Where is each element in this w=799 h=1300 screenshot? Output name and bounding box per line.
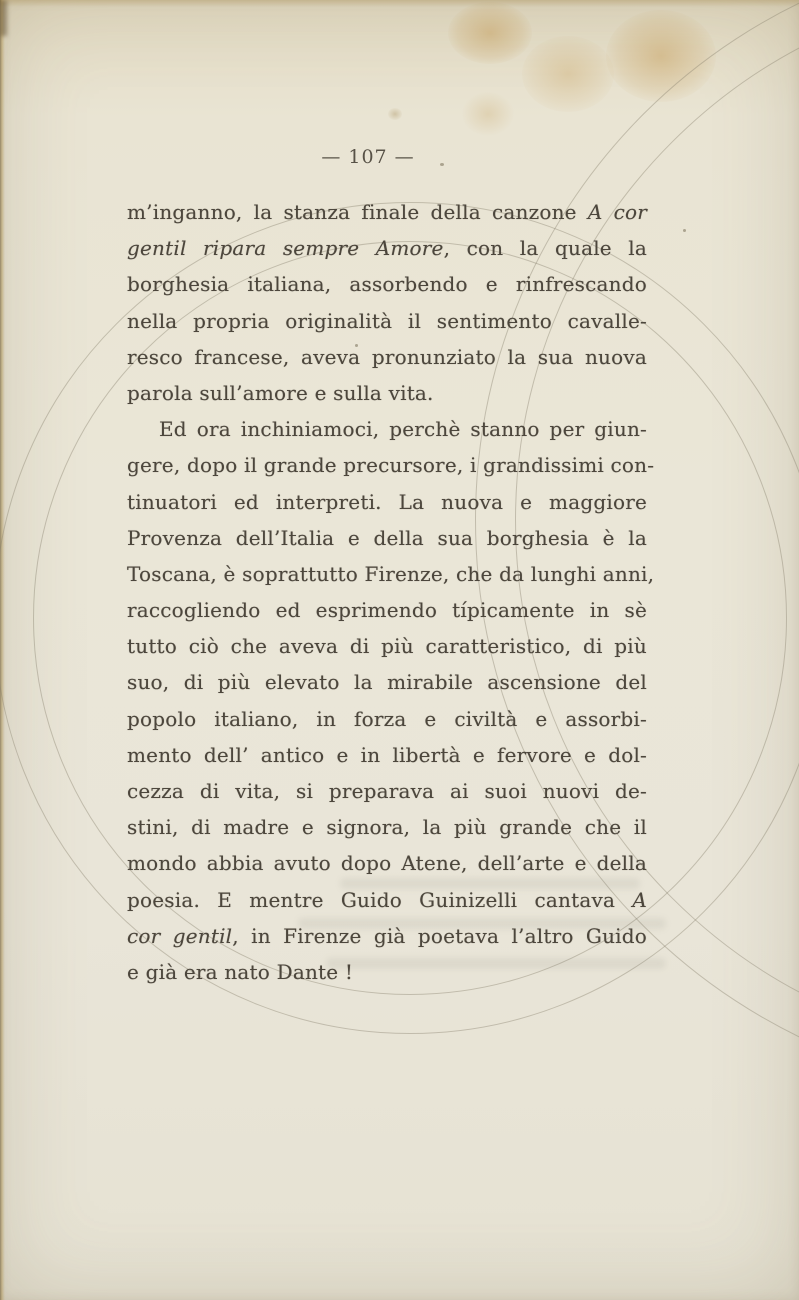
text-segment: tinuatori ed interpreti. La nuova e maggiore xyxy=(127,489,647,514)
text-segment: parola sull’amore e sulla vita. xyxy=(127,380,434,405)
text-line xyxy=(127,737,647,773)
text-line xyxy=(127,845,647,881)
text-line xyxy=(127,882,647,918)
text-line xyxy=(127,266,647,302)
foxing-stain xyxy=(462,92,514,136)
italic-text-segment: gentil ripara sempre Amore xyxy=(127,236,444,261)
text-line xyxy=(127,918,647,954)
text-line xyxy=(127,194,647,230)
text-segment: cezza di vita, si preparava ai suoi nuovi de- xyxy=(127,779,647,803)
page-top-edge-shading xyxy=(0,0,799,7)
text-line xyxy=(127,954,647,990)
text-segment: , con la quale la xyxy=(443,236,647,261)
italic-text-segment: A cor xyxy=(587,200,647,224)
text-segment: m’inganno, la stanza finale della canzone xyxy=(127,200,588,224)
ink-speck xyxy=(683,229,686,232)
text-line xyxy=(127,303,647,339)
italic-text-segment: cor gentil xyxy=(127,923,233,948)
text-line xyxy=(127,592,647,628)
text-line xyxy=(127,484,647,520)
text-segment: popolo italiano, in forza e civiltà e assorbi- xyxy=(127,706,647,731)
text-segment: mondo abbia avuto dopo Atene, dell’arte e della xyxy=(127,851,647,876)
foxing-stain xyxy=(606,10,716,102)
text-line xyxy=(127,664,647,700)
text-segment: gere, dopo il grande precursore, i grandissimi con- xyxy=(127,453,655,478)
text-segment: Provenza dell’Italia e della sua borghesia è la xyxy=(127,525,647,550)
text-line xyxy=(127,809,647,845)
text-line xyxy=(127,411,647,447)
corner-stain xyxy=(0,0,7,36)
foxing-stain xyxy=(448,2,532,64)
text-line xyxy=(127,628,647,664)
page-number: — 107 — xyxy=(321,146,415,168)
text-segment: stini, di madre e signora, la più grande che il xyxy=(127,815,647,840)
foxing-stain xyxy=(522,36,614,112)
text-line xyxy=(127,230,647,266)
binding-edge xyxy=(0,0,5,1300)
text-segment: mento dell’ antico e in libertà e fervore e dol- xyxy=(127,742,647,767)
text-segment: nella propria originalità il sentimento cavalle- xyxy=(127,308,647,333)
text-line xyxy=(127,375,647,411)
text-segment: , in Firenze già poetava l’altro Guido xyxy=(232,923,647,948)
text-segment: Toscana, è soprattutto Firenze, che da lunghi anni, xyxy=(127,561,655,586)
text-line xyxy=(127,556,655,592)
text-line xyxy=(127,773,647,809)
italic-text-segment: A xyxy=(632,887,647,912)
text-segment: resco francese, aveva pronunziato la sua nuova xyxy=(127,344,647,369)
text-segment: tutto ciò che aveva di più caratteristico, di più xyxy=(127,634,647,659)
text-segment: e già era nato Dante ! xyxy=(127,959,354,984)
text-line xyxy=(127,339,647,375)
text-segment: borghesia italiana, assorbendo e rinfrescando xyxy=(127,272,647,297)
text-line xyxy=(127,447,655,483)
text-segment: Ed ora inchiniamoci, perchè stanno per giun- xyxy=(159,417,647,442)
text-segment: raccogliendo ed esprimendo típicamente in sè xyxy=(127,598,647,623)
foxing-stain xyxy=(388,108,402,120)
paragraph xyxy=(127,194,647,411)
text-segment: suo, di più elevato la mirabile ascensione del xyxy=(127,670,647,695)
text-line xyxy=(127,520,647,556)
text-line xyxy=(127,701,647,737)
paragraph xyxy=(127,411,655,990)
text-block xyxy=(127,194,655,990)
text-segment: poesia. E mentre Guido Guinizelli cantava xyxy=(127,887,633,912)
